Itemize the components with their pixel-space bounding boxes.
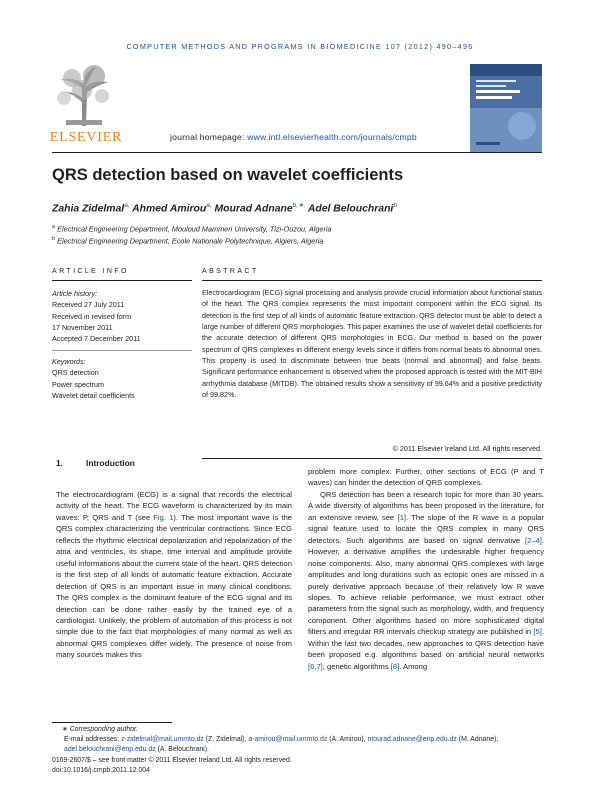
author-name: Zahia Zidelmal — [52, 203, 125, 215]
journal-homepage — [170, 132, 417, 142]
issn-line: 0169-2607/$ – see front matter © 2011 Elsevier Ireland Ltd. All rights reserved. — [52, 757, 292, 764]
homepage-link[interactable]: www.intl.elsevierhealth.com/journals/cmpb — [247, 132, 417, 142]
email-owner: (M. Adnane), — [456, 736, 499, 743]
citation-link[interactable]: [8] — [390, 661, 400, 671]
author-list — [52, 201, 397, 214]
author-affil-marker[interactable]: b — [393, 202, 397, 209]
email-link[interactable]: adel.belouchrani@enp.edu.dz — [64, 746, 156, 753]
article-info-heading: ARTICLE INFO — [52, 268, 129, 275]
body-text: QRS detection has been a research topic for more than 30 years. A wide diversity of algorithms has been proposed in the literature, for an extensive review, see — [308, 489, 544, 522]
email-owner: (Z. Zidelmal), — [203, 736, 249, 743]
section-title: Introduction — [86, 458, 135, 468]
keyword: Power spectrum — [52, 379, 104, 389]
keyword: Wavelet detail coefficients — [52, 390, 135, 400]
affiliation — [52, 224, 332, 233]
email-owner: (A. Belouchrani). — [155, 746, 209, 753]
history-label: Article history: — [52, 289, 98, 298]
author-affil-marker[interactable]: b,∗, — [292, 202, 306, 209]
keyword: QRS detection — [52, 368, 99, 378]
author-affil-marker[interactable]: a, — [124, 202, 130, 209]
publisher-wordmark: ELSEVIER — [49, 130, 123, 145]
affiliation-marker: a — [52, 224, 56, 230]
abstract-copyright: © 2011 Elsevier Ireland Ltd. All rights reserved. — [392, 444, 542, 453]
body-text: . Within the last two decades, new approaches to QRS detection have been proposed e.g. algorithms based on artificial neural networks — [308, 627, 544, 660]
body-text: ). The most important wave is the QRS complex characterizing the ventricular contractions. Since ECG reflects the rhythmic electrical depolarization and repolarization of the atria and ventricles, its shape, time interval and amplitude provide useful informations about the current state of the heart. QRS detection is the first step of all kinds of automatic feature extraction. Accurate detection of QRS is an important issue in many clinical conditions. The QRS complex is the dominant feature of the ECG signal and its detection can be done rather easily by the trained eye of a cardiologist. Unlikely, the problem of automation of this process is not simple due to the fact that morphologies of many normal as well as abnormal QRS complexes differ widely. The presence of noise from many sources makes this — [56, 512, 293, 660]
body-text: . Among — [399, 661, 428, 671]
doi-link[interactable]: doi:10.1016/j.cmpb.2011.12.004 — [52, 767, 150, 774]
section-heading-introduction — [56, 458, 135, 468]
journal-cover-thumbnail — [470, 64, 542, 152]
history-item: 17 November 2011 — [52, 322, 113, 332]
header-rule — [52, 152, 542, 153]
figure-ref-link[interactable]: Fig. 1 — [153, 512, 174, 522]
abstract-text: Electrocardiogram (ECG) signal processing and analysis provide crucial information about functional status of the heart. The QRS complex represents the most important component within the ECG signal. Its detection is the first step of all kinds of automatic feature extraction. QRS detector must be able to detect a large number of different QRS morphologies. This paper examines the use of wavelet detail coefficients for the accurate detection of different QRS morphologies in ECG. Our method is based on the power spectrum of QRS complexes in different energy levels since it differs from normal beats to abnormal ones. This property is used to discriminate between true beats (normal and abnormal) and false beats. Significant performance enhancement is observed when the proposed approach is tested with the MIT-BIH arrhythmia database (MITDB). The obtained results show a sensitivity of 99.64% and a positive predictivity of 99.82%. — [202, 288, 542, 400]
abstract-rule — [202, 280, 542, 281]
journal-citation: COMPUTER METHODS AND PROGRAMS IN BIOMEDICINE 107 (2012) 490–496 — [126, 42, 474, 51]
body-text: . The slope of the R wave is a popular signal feature used to locate the QRS complex in many QRS detectors. Such algorithms are based on signal derivative — [308, 512, 545, 545]
keywords — [52, 356, 192, 401]
article-title: QRS detection based on wavelet coefficients — [52, 166, 404, 184]
keywords-label: Keywords: — [52, 357, 86, 366]
homepage-label: journal homepage: — [170, 132, 245, 142]
footnote-text: Corresponding author. — [69, 726, 139, 733]
citation-link[interactable]: [2–4] — [524, 535, 542, 545]
affiliation-text: Electrical Engineering Department, Ecole Nationale Polytechnique, Algiers, Algeria — [57, 236, 324, 246]
author-name: Ahmed Amirou — [132, 203, 207, 215]
citation-link[interactable]: [6,7] — [308, 661, 323, 671]
abstract-end-rule — [202, 458, 542, 459]
body-paragraph: problem more complex. Further, other sections of ECG (P and T waves) can hinder the detection of QRS complexes. — [308, 467, 544, 488]
article-history — [52, 288, 192, 344]
affiliation-marker: b — [52, 236, 56, 242]
body-paragraph — [308, 489, 544, 672]
history-item: Received in revised form — [52, 311, 132, 321]
email-link[interactable]: z-zidelmal@mail.ummto.dz — [121, 736, 204, 743]
email-addresses — [64, 735, 544, 755]
email-link[interactable]: mourad.adnane@enp.edu.dz — [367, 736, 457, 743]
intro-right-column — [308, 466, 544, 672]
email-link[interactable]: a-amirou@mail.ummto.dz — [248, 736, 328, 743]
intro-left-column — [56, 489, 292, 661]
article-info-rule — [52, 280, 192, 281]
affiliation — [52, 236, 323, 245]
section-number: 1. — [56, 458, 63, 468]
author-affil-marker[interactable]: a, — [206, 202, 212, 209]
email-label: E-mail addresses: — [64, 736, 120, 743]
email-owner: (A. Amirou), — [327, 736, 368, 743]
affiliation-text: Electrical Engineering Department, Mouloud Mammeri University, Tizi-Ouzou, Algeria — [57, 224, 332, 234]
citation-link[interactable]: [1] — [397, 512, 407, 522]
history-item: Received 27 July 2011 — [52, 300, 125, 310]
history-item: Accepted 7 December 2011 — [52, 334, 141, 344]
elsevier-tree-logo — [52, 62, 116, 128]
info-divider — [52, 350, 192, 351]
body-text: , genetic algorithms — [322, 661, 391, 671]
footnote-marker: ∗ — [62, 726, 68, 733]
author-name: Mourad Adnane — [214, 203, 293, 215]
footnote-rule — [52, 722, 172, 723]
body-text: The electrocardiogram (ECG) is a signal that records the electrical activity of the heart. The ECG waveform is characterized by its main waves: P, QRS and T (see — [56, 490, 292, 522]
corresponding-author-note — [62, 725, 552, 735]
abstract-heading: ABSTRACT — [202, 268, 259, 275]
author-name: Adel Belouchrani — [307, 203, 394, 215]
citation-link[interactable]: [5] — [533, 627, 542, 637]
body-text: . However, a derivative amplifies the undesirable higher frequency noise components. Also, many abnormal QRS complexes with large amplitudes and long durations such as ectopic ones are missed in a purely derivative approach because of their relatively low R wave slopes. To achieve reliable performance, we must extract other parameters from the signal such as morphology, width, and frequency component. Other algorithms based on more sophisticated digital filters and irregular RR intervals checkup strategy are published in — [308, 535, 544, 637]
